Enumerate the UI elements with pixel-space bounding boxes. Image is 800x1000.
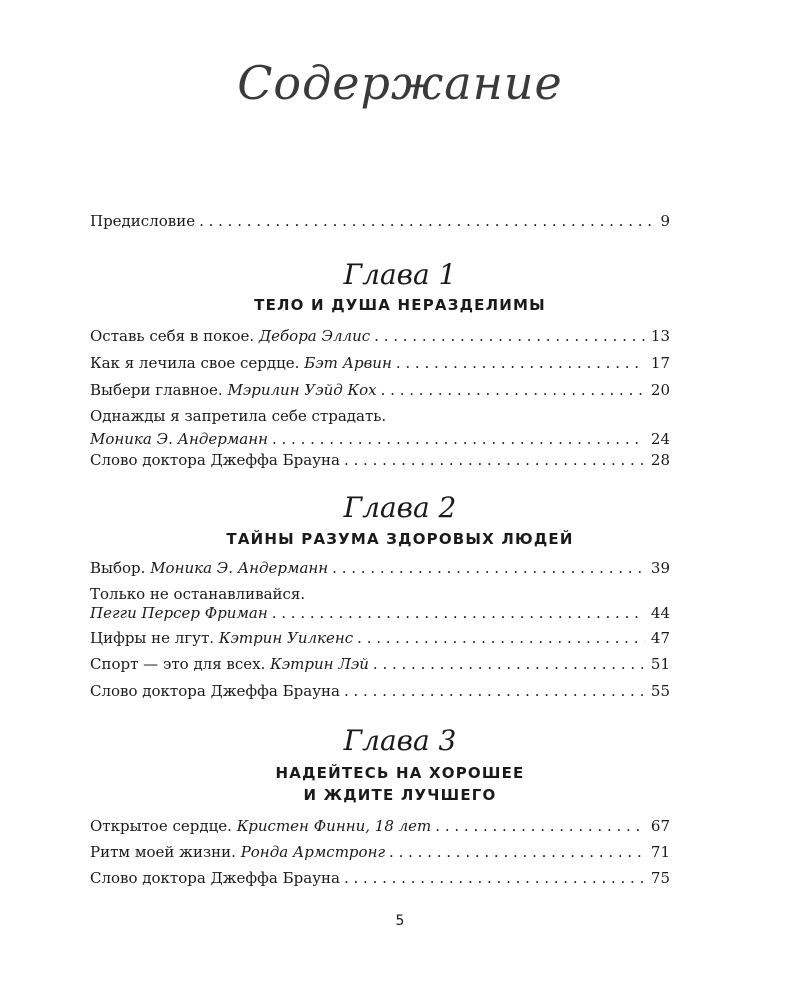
chapter-heading-line: И ЖДИТЕ ЛУЧШЕГО — [303, 786, 497, 804]
entry-title: Цифры не лгут. — [90, 629, 215, 647]
toc-entry[interactable] — [90, 353, 670, 373]
entry-title: Выбери главное. — [90, 381, 223, 399]
entry-title: Слово доктора Джеффа Брауна — [90, 869, 340, 887]
chapter-heading-line: ТЕЛО И ДУША НЕРАЗДЕЛИМЫ — [254, 296, 546, 314]
page-number: 13 — [650, 327, 670, 345]
entry-author: Бэт Арвин — [304, 354, 392, 372]
chapter-heading — [0, 762, 800, 806]
page-number: 55 — [650, 682, 670, 700]
chapter-heading-line: ТАЙНЫ РАЗУМА ЗДОРОВЫХ ЛЮДЕЙ — [226, 530, 574, 548]
dot-leader — [389, 842, 645, 862]
chapter-label: Глава 2 — [343, 491, 457, 524]
toc-entry[interactable] — [90, 842, 670, 862]
entry-author: Пегги Персер Фриман — [90, 604, 268, 622]
entry-title: Предисловие — [90, 212, 196, 230]
entry-title: Слово доктора Джеффа Брауна — [90, 682, 340, 700]
entry-author: Дебора Эллис — [258, 327, 371, 345]
toc-entry[interactable] — [90, 558, 670, 578]
toc-entry[interactable] — [90, 654, 670, 674]
page-folio: 5 — [395, 913, 405, 929]
entry-author: Ронда Армстронг — [240, 843, 386, 861]
dot-leader — [344, 681, 645, 701]
page-number: 9 — [660, 212, 670, 230]
chapter-heading — [0, 528, 800, 550]
entry-title: Выбор. — [90, 559, 146, 577]
entry-author: Мэрилин Уэйд Кох — [227, 381, 377, 399]
page-number: 67 — [650, 817, 670, 835]
entry-title: Спорт — это для всех. — [90, 655, 266, 673]
toc-entry-preface[interactable] — [90, 211, 670, 231]
toc-entry[interactable] — [90, 406, 670, 449]
dot-leader — [344, 868, 645, 888]
page-number: 17 — [650, 354, 670, 372]
dot-leader — [332, 558, 645, 578]
toc-entry[interactable] — [90, 868, 670, 888]
page-number: 51 — [650, 655, 670, 673]
dot-leader — [381, 380, 645, 400]
dot-leader — [344, 450, 645, 470]
dot-leader — [272, 603, 645, 623]
chapter-label: Глава 3 — [343, 724, 457, 757]
entry-title: Открытое сердце. — [90, 817, 232, 835]
dot-leader — [373, 654, 645, 674]
toc-entry[interactable] — [90, 584, 670, 623]
page-number: 44 — [650, 604, 670, 622]
toc-entry[interactable] — [90, 326, 670, 346]
chapter-label: Глава 1 — [343, 258, 457, 291]
entry-author: Кэтрин Лэй — [270, 655, 369, 673]
toc-entry[interactable] — [90, 380, 670, 400]
entry-author: Моника Э. Андерманн — [150, 559, 329, 577]
toc-entry[interactable] — [90, 681, 670, 701]
page-title: Содержание — [237, 56, 563, 110]
dot-leader — [199, 211, 654, 231]
page-number: 71 — [650, 843, 670, 861]
entry-title: Слово доктора Джеффа Брауна — [90, 451, 340, 469]
page-number: 20 — [650, 381, 670, 399]
entry-title: Оставь себя в покое. — [90, 327, 255, 345]
page-number: 47 — [650, 629, 670, 647]
dot-leader — [396, 353, 645, 373]
toc-entry[interactable] — [90, 816, 670, 836]
entry-author: Кристен Финни, 18 лет — [236, 817, 432, 835]
entry-title: Ритм моей жизни. — [90, 843, 236, 861]
toc-entry[interactable] — [90, 450, 670, 470]
entry-title: Как я лечила свое сердце. — [90, 354, 300, 372]
entry-title: Однажды я запретила себе страдать. — [90, 407, 387, 425]
page-number: 28 — [650, 451, 670, 469]
chapter-heading — [0, 294, 800, 316]
entry-title: Только не останавливайся. — [90, 585, 306, 603]
chapter-heading-line: НАДЕЙТЕСЬ НА ХОРОШЕЕ — [275, 764, 525, 782]
page-number: 24 — [650, 430, 670, 448]
toc-entry[interactable] — [90, 628, 670, 648]
entry-author: Кэтрин Уилкенс — [218, 629, 354, 647]
dot-leader — [357, 628, 645, 648]
page-number: 39 — [650, 559, 670, 577]
dot-leader — [435, 816, 645, 836]
dot-leader — [374, 326, 645, 346]
page-number: 75 — [650, 869, 670, 887]
dot-leader — [272, 429, 645, 449]
entry-author: Моника Э. Андерманн — [90, 430, 268, 448]
